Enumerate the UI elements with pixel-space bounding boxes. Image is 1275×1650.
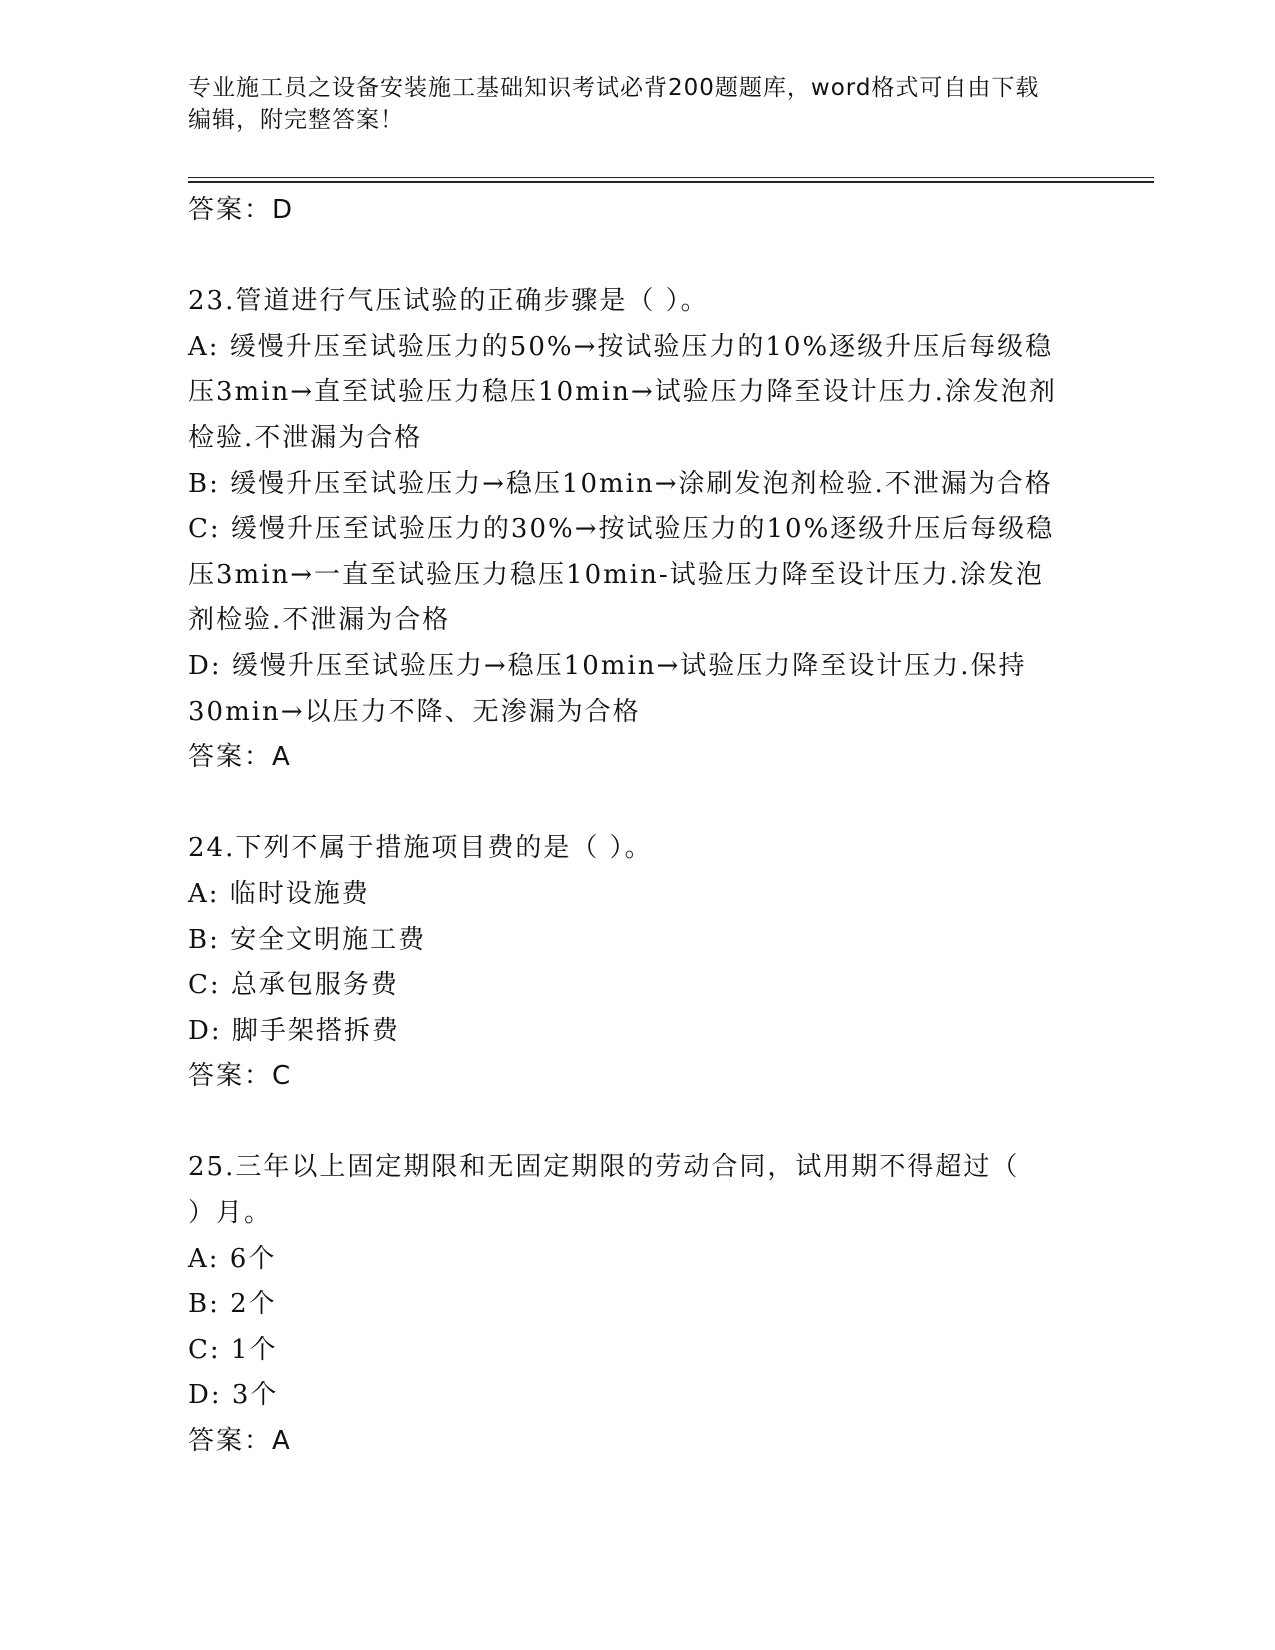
document-body	[188, 188, 1088, 1465]
option-a-line: 压3min→直至试验压力稳压10min→试验压力降至设计压力.涂发泡剂	[188, 377, 1057, 408]
option-b-line: B: 缓慢升压至试验压力→稳压10min→涂刷发泡剂检验.不泄漏为合格	[188, 468, 1053, 499]
question-24	[188, 826, 1088, 1100]
option-d: D: 3个	[188, 1380, 279, 1411]
option-a-line: 检验.不泄漏为合格	[188, 422, 423, 453]
option-c-line: 剂检验.不泄漏为合格	[188, 605, 451, 636]
option-b: B: 安全文明施工费	[188, 924, 427, 955]
option-a-line: A: 缓慢升压至试验压力的50%→按试验压力的10%逐级升压后每级稳	[188, 331, 1054, 362]
option-c-line: C: 缓慢升压至试验压力的30%→按试验压力的10%逐级升压后每级稳	[188, 514, 1055, 545]
question-25	[188, 1145, 1088, 1464]
question-stem: ）月。	[188, 1198, 273, 1229]
spacer	[188, 781, 1088, 827]
document-header	[188, 72, 1068, 136]
option-a: A: 临时设施费	[188, 878, 370, 909]
header-divider-top	[188, 177, 1154, 178]
option-d: D: 脚手架搭拆费	[188, 1015, 400, 1046]
header-line-2: 编辑，附完整答案！	[188, 107, 404, 133]
header-line-1: 专业施工员之设备安装施工基础知识考试必背200题题库，word格式可自由下载	[188, 75, 1040, 101]
header-divider-bottom	[188, 181, 1154, 183]
option-d-line: 30min→以压力不降、无渗漏为合格	[188, 696, 641, 727]
question-23	[188, 279, 1088, 781]
answer: 答案：C	[188, 1061, 293, 1092]
option-d-line: D: 缓慢升压至试验压力→稳压10min→试验压力降至设计压力.保持	[188, 650, 1027, 681]
question-stem: 24.下列不属于措施项目费的是（ ）。	[188, 833, 653, 864]
option-a: A: 6个	[188, 1243, 277, 1274]
option-c: C: 总承包服务费	[188, 970, 399, 1001]
question-stem: 23.管道进行气压试验的正确步骤是（ ）。	[188, 286, 709, 317]
option-c: C: 1个	[188, 1334, 278, 1365]
question-stem: 25.三年以上固定期限和无固定期限的劳动合同，试用期不得超过（	[188, 1152, 1020, 1183]
spacer	[188, 1100, 1088, 1146]
option-c-line: 压3min→一直至试验压力稳压10min-试验压力降至设计压力.涂发泡	[188, 559, 1044, 590]
option-b: B: 2个	[188, 1289, 277, 1320]
spacer	[188, 234, 1088, 280]
previous-answer: 答案：D	[188, 195, 295, 225]
answer: 答案：A	[188, 742, 292, 773]
answer: 答案：A	[188, 1426, 292, 1457]
